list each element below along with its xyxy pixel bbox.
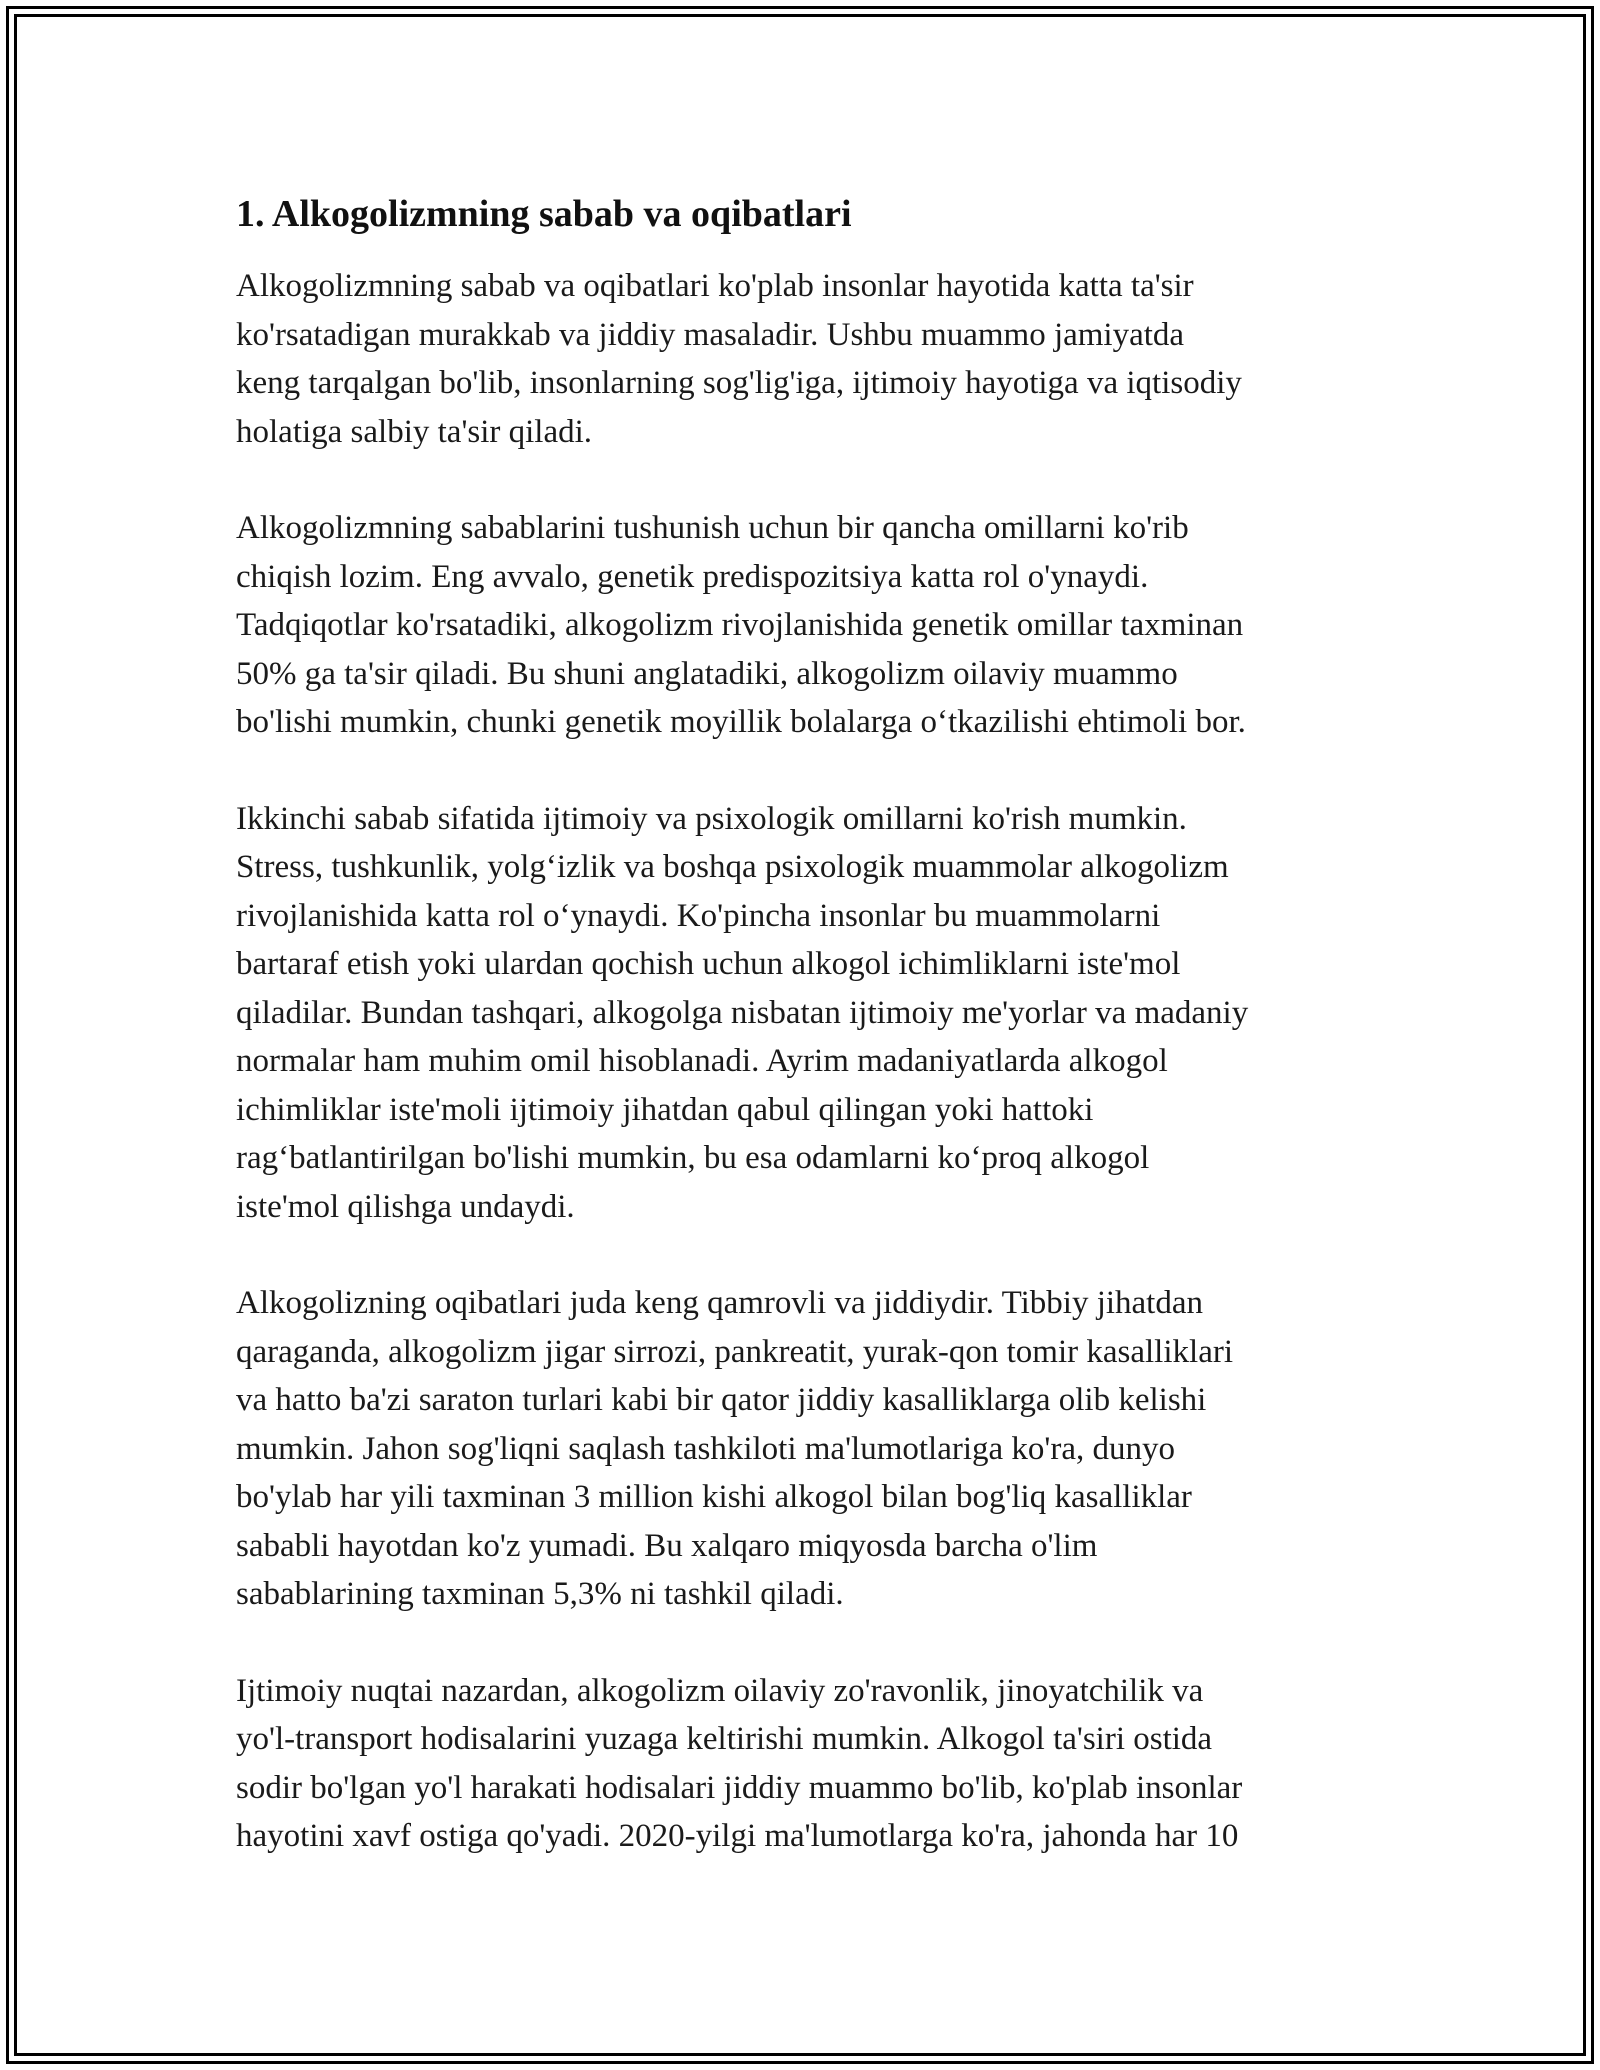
text-line: hayotini xavf ostiga qo'yadi. 2020-yilgi ma'lumotlarga ko'ra, jahonda har 10: [236, 1818, 1239, 1854]
text-line: yo'l-transport hodisalarini yuzaga keltirishi mumkin. Alkogol ta'siri ostida: [236, 1721, 1213, 1757]
text-line: bo'ylab har yili taxminan 3 million kishi alkogol bilan bog'liq kasalliklar: [236, 1479, 1192, 1515]
paragraph-social-consequences: [236, 1667, 1386, 1861]
text-line: qiladilar. Bundan tashqari, alkogolga nisbatan ijtimoiy me'yorlar va madaniy: [236, 994, 1249, 1031]
text-line: keng tarqalgan bo'lib, insonlarning sog'lig'iga, ijtimoiy hayotiga va iqtisodiy: [236, 365, 1242, 401]
text-line: holatiga salbiy ta'sir qiladi.: [236, 413, 593, 450]
text-line: 50% ga ta'sir qiladi. Bu shuni anglatadiki, alkogolizm oilaviy muammo: [236, 655, 1178, 692]
text-line: Stress, tushkunlik, yolg‘izlik va boshqa psixologik muammolar alkogolizm: [236, 849, 1229, 885]
text-line: Ijtimoiy nuqtai nazardan, alkogolizm oilaviy zo'ravonlik, jinoyatchilik va: [236, 1672, 1204, 1709]
text-line: sabablarining taxminan 5,3% ni tashkil qiladi.: [236, 1576, 844, 1612]
text-line: sababli hayotdan ko'z yumadi. Bu xalqaro miqyosda barcha o'lim: [236, 1527, 1098, 1564]
text-line: va hatto ba'zi saraton turlari kabi bir qator jiddiy kasalliklarga olib kelishi: [236, 1382, 1207, 1418]
text-line: rivojlanishida katta rol o‘ynaydi. Ko'pincha insonlar bu muammolarni: [236, 897, 1161, 934]
text-line: bartaraf etish yoki ulardan qochish uchun alkogol ichimliklarni iste'mol: [236, 946, 1181, 982]
paragraph-intro: [236, 262, 1386, 456]
paragraph-genetic-causes: [236, 504, 1386, 747]
paragraph-medical-consequences: [236, 1279, 1386, 1619]
text-line: chiqish lozim. Eng avvalo, genetik predispozitsiya katta rol o'ynaydi.: [236, 558, 1149, 595]
text-line: rag‘batlantirilgan bo'lishi mumkin, bu esa odamlarni ko‘proq alkogol: [236, 1140, 1150, 1176]
paragraph-social-causes: [236, 795, 1386, 1232]
text-line: Alkogolizning oqibatlari juda keng qamrovli va jiddiydir. Tibbiy jihatdan: [236, 1285, 1203, 1321]
text-line: bo'lishi mumkin, chunki genetik moyillik bolalarga o‘tkazilishi ehtimoli bor.: [236, 704, 1246, 740]
text-line: Alkogolizmning sabab va oqibatlari ko'plab insonlar hayotida katta ta'sir: [236, 268, 1194, 304]
text-line: iste'mol qilishga undaydi.: [236, 1188, 575, 1225]
section-title: 1. Alkogolizmning sabab va oqibatlari: [236, 193, 852, 235]
text-line: Tadqiqotlar ko'rsatadiki, alkogolizm rivojlanishida genetik omillar taxminan: [236, 607, 1244, 643]
text-line: mumkin. Jahon sog'liqni saqlash tashkiloti ma'lumotlariga ko'ra, dunyo: [236, 1430, 1175, 1467]
text-line: Alkogolizmning sabablarini tushunish uchun bir qancha omillarni ko'rib: [236, 510, 1189, 546]
text-line: normalar ham muhim omil hisoblanadi. Ayrim madaniyatlarda alkogol: [236, 1043, 1168, 1079]
text-line: Ikkinchi sabab sifatida ijtimoiy va psixologik omillarni ko'rish mumkin.: [236, 800, 1187, 837]
document-page: [236, 186, 1386, 1909]
text-line: ko'rsatadigan murakkab va jiddiy masaladir. Ushbu muammo jamiyatda: [236, 316, 1185, 353]
text-line: qaraganda, alkogolizm jigar sirrozi, pankreatit, yurak-qon tomir kasalliklari: [236, 1333, 1233, 1370]
text-line: ichimliklar iste'moli ijtimoiy jihatdan qabul qilingan yoki hattoki: [236, 1091, 1094, 1128]
text-line: sodir bo'lgan yo'l harakati hodisalari jiddiy muammo bo'lib, ko'plab insonlar: [236, 1769, 1243, 1806]
